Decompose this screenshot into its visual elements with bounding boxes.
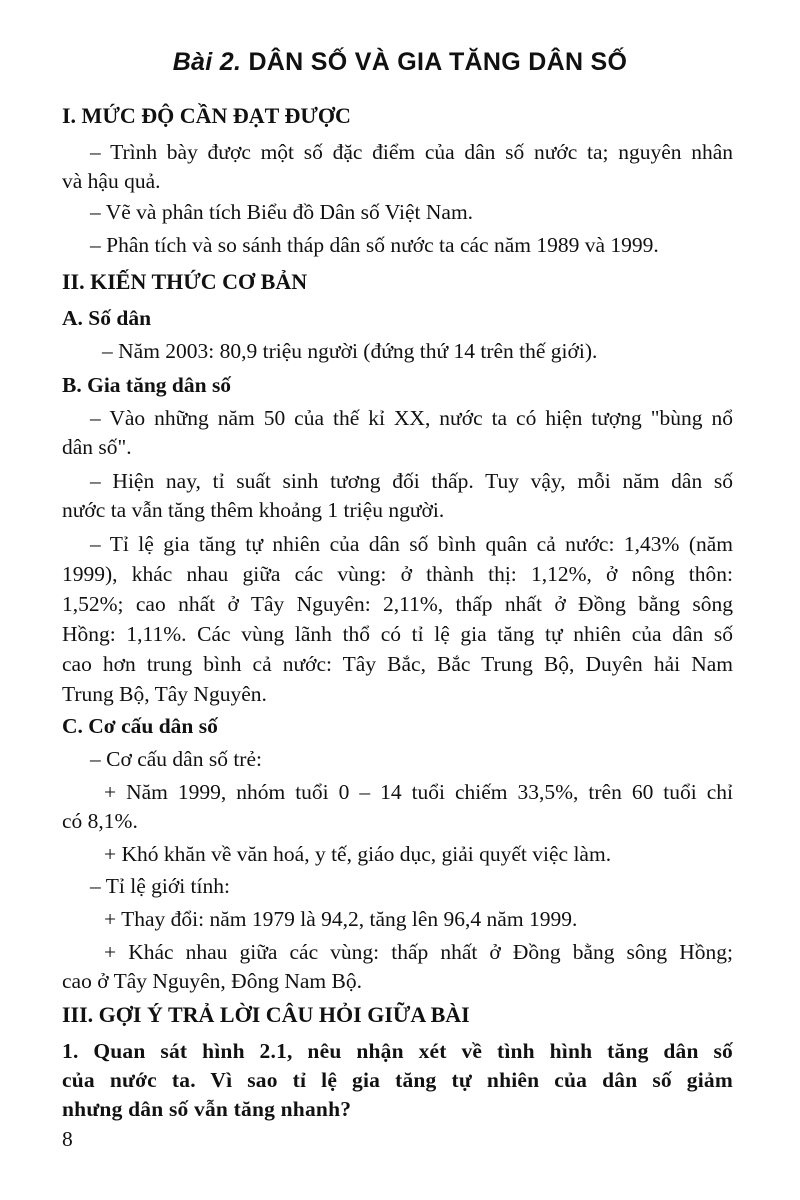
section-1-item-3: – Phân tích và so sánh tháp dân số nước ta các năm 1989 và 1999.: [90, 233, 659, 257]
subsection-b-item-1-line-2: dân số".: [62, 435, 132, 459]
subsection-b-item-3-line-3: 1,52%; cao nhất ở Tây Nguyên: 2,11%, thấp nhất ở Đồng bằng sông: [62, 592, 733, 616]
page-number: 8: [62, 1127, 73, 1151]
subsection-b-item-3-line-2: 1999), khác nhau giữa các vùng: ở thành thị: 1,12%, ở nông thôn:: [62, 562, 733, 586]
subsection-c-item-2-sub-1: + Thay đổi: năm 1979 là 94,2, tăng lên 96,4 năm 1999.: [104, 907, 578, 931]
question-1-line-1: 1. Quan sát hình 2.1, nêu nhận xét về tình hình tăng dân số: [62, 1039, 733, 1063]
subsection-c-item-2: – Tỉ lệ giới tính:: [90, 874, 230, 898]
subsection-c-item-1-sub-1-line-2: có 8,1%.: [62, 809, 138, 833]
subsection-c-item-1-sub-2: + Khó khăn về văn hoá, y tế, giáo dục, giải quyết việc làm.: [104, 842, 612, 866]
section-1-item-1-line-1: – Trình bày được một số đặc điểm của dân số nước ta; nguyên nhân: [90, 140, 733, 164]
section-1-heading: I. MỨC ĐỘ CẦN ĐẠT ĐƯỢC: [62, 103, 351, 128]
lesson-title: [0, 48, 800, 77]
section-2-heading: II. KIẾN THỨC CƠ BẢN: [62, 269, 308, 294]
subsection-b-item-3-line-4: Hồng: 1,11%. Các vùng lãnh thổ có tỉ lệ gia tăng tự nhiên của dân số: [62, 622, 733, 646]
subsection-b-item-2-line-2: nước ta vẫn tăng thêm khoảng 1 triệu người.: [62, 498, 445, 522]
subsection-b-item-2-line-1: – Hiện nay, tỉ suất sinh tương đối thấp. Tuy vậy, mỗi năm dân số: [90, 469, 733, 493]
lesson-number: Bài 2.: [172, 48, 242, 76]
subsection-b-heading: B. Gia tăng dân số: [62, 373, 232, 397]
subsection-b-item-3-line-5: cao hơn trung bình cả nước: Tây Bắc, Bắc Trung Bộ, Duyên hải Nam: [62, 652, 733, 676]
subsection-c-item-1: – Cơ cấu dân số trẻ:: [90, 747, 262, 771]
subsection-b-item-3-line-6: Trung Bộ, Tây Nguyên.: [62, 682, 267, 706]
subsection-c-item-2-sub-2-line-2: cao ở Tây Nguyên, Đông Nam Bộ.: [62, 969, 362, 993]
subsection-a-item: – Năm 2003: 80,9 triệu người (đứng thứ 14 trên thế giới).: [102, 339, 598, 363]
question-1-line-3: nhưng dân số vẫn tăng nhanh?: [62, 1097, 352, 1121]
section-3-heading: III. GỢI Ý TRẢ LỜI CÂU HỎI GIỮA BÀI: [62, 1002, 470, 1027]
subsection-b-item-1-line-1: – Vào những năm 50 của thế kỉ XX, nước ta có hiện tượng "bùng nổ: [90, 406, 733, 430]
lesson-title-text: DÂN SỐ VÀ GIA TĂNG DÂN SỐ: [248, 48, 628, 76]
section-1-item-2: – Vẽ và phân tích Biểu đồ Dân số Việt Nam.: [90, 200, 474, 224]
question-1-line-2: của nước ta. Vì sao tỉ lệ gia tăng tự nhiên của dân số giảm: [62, 1068, 733, 1092]
section-1-item-1-line-2: và hậu quả.: [62, 169, 161, 193]
subsection-b-item-3-line-1: – Tỉ lệ gia tăng tự nhiên của dân số bình quân cả nước: 1,43% (năm: [90, 532, 733, 556]
subsection-c-heading: C. Cơ cấu dân số: [62, 714, 218, 738]
subsection-a-heading: A. Số dân: [62, 306, 152, 330]
subsection-c-item-2-sub-2-line-1: + Khác nhau giữa các vùng: thấp nhất ở Đồng bằng sông Hồng;: [104, 940, 733, 964]
subsection-c-item-1-sub-1-line-1: + Năm 1999, nhóm tuổi 0 – 14 tuổi chiếm 33,5%, trên 60 tuổi chỉ: [104, 780, 733, 804]
